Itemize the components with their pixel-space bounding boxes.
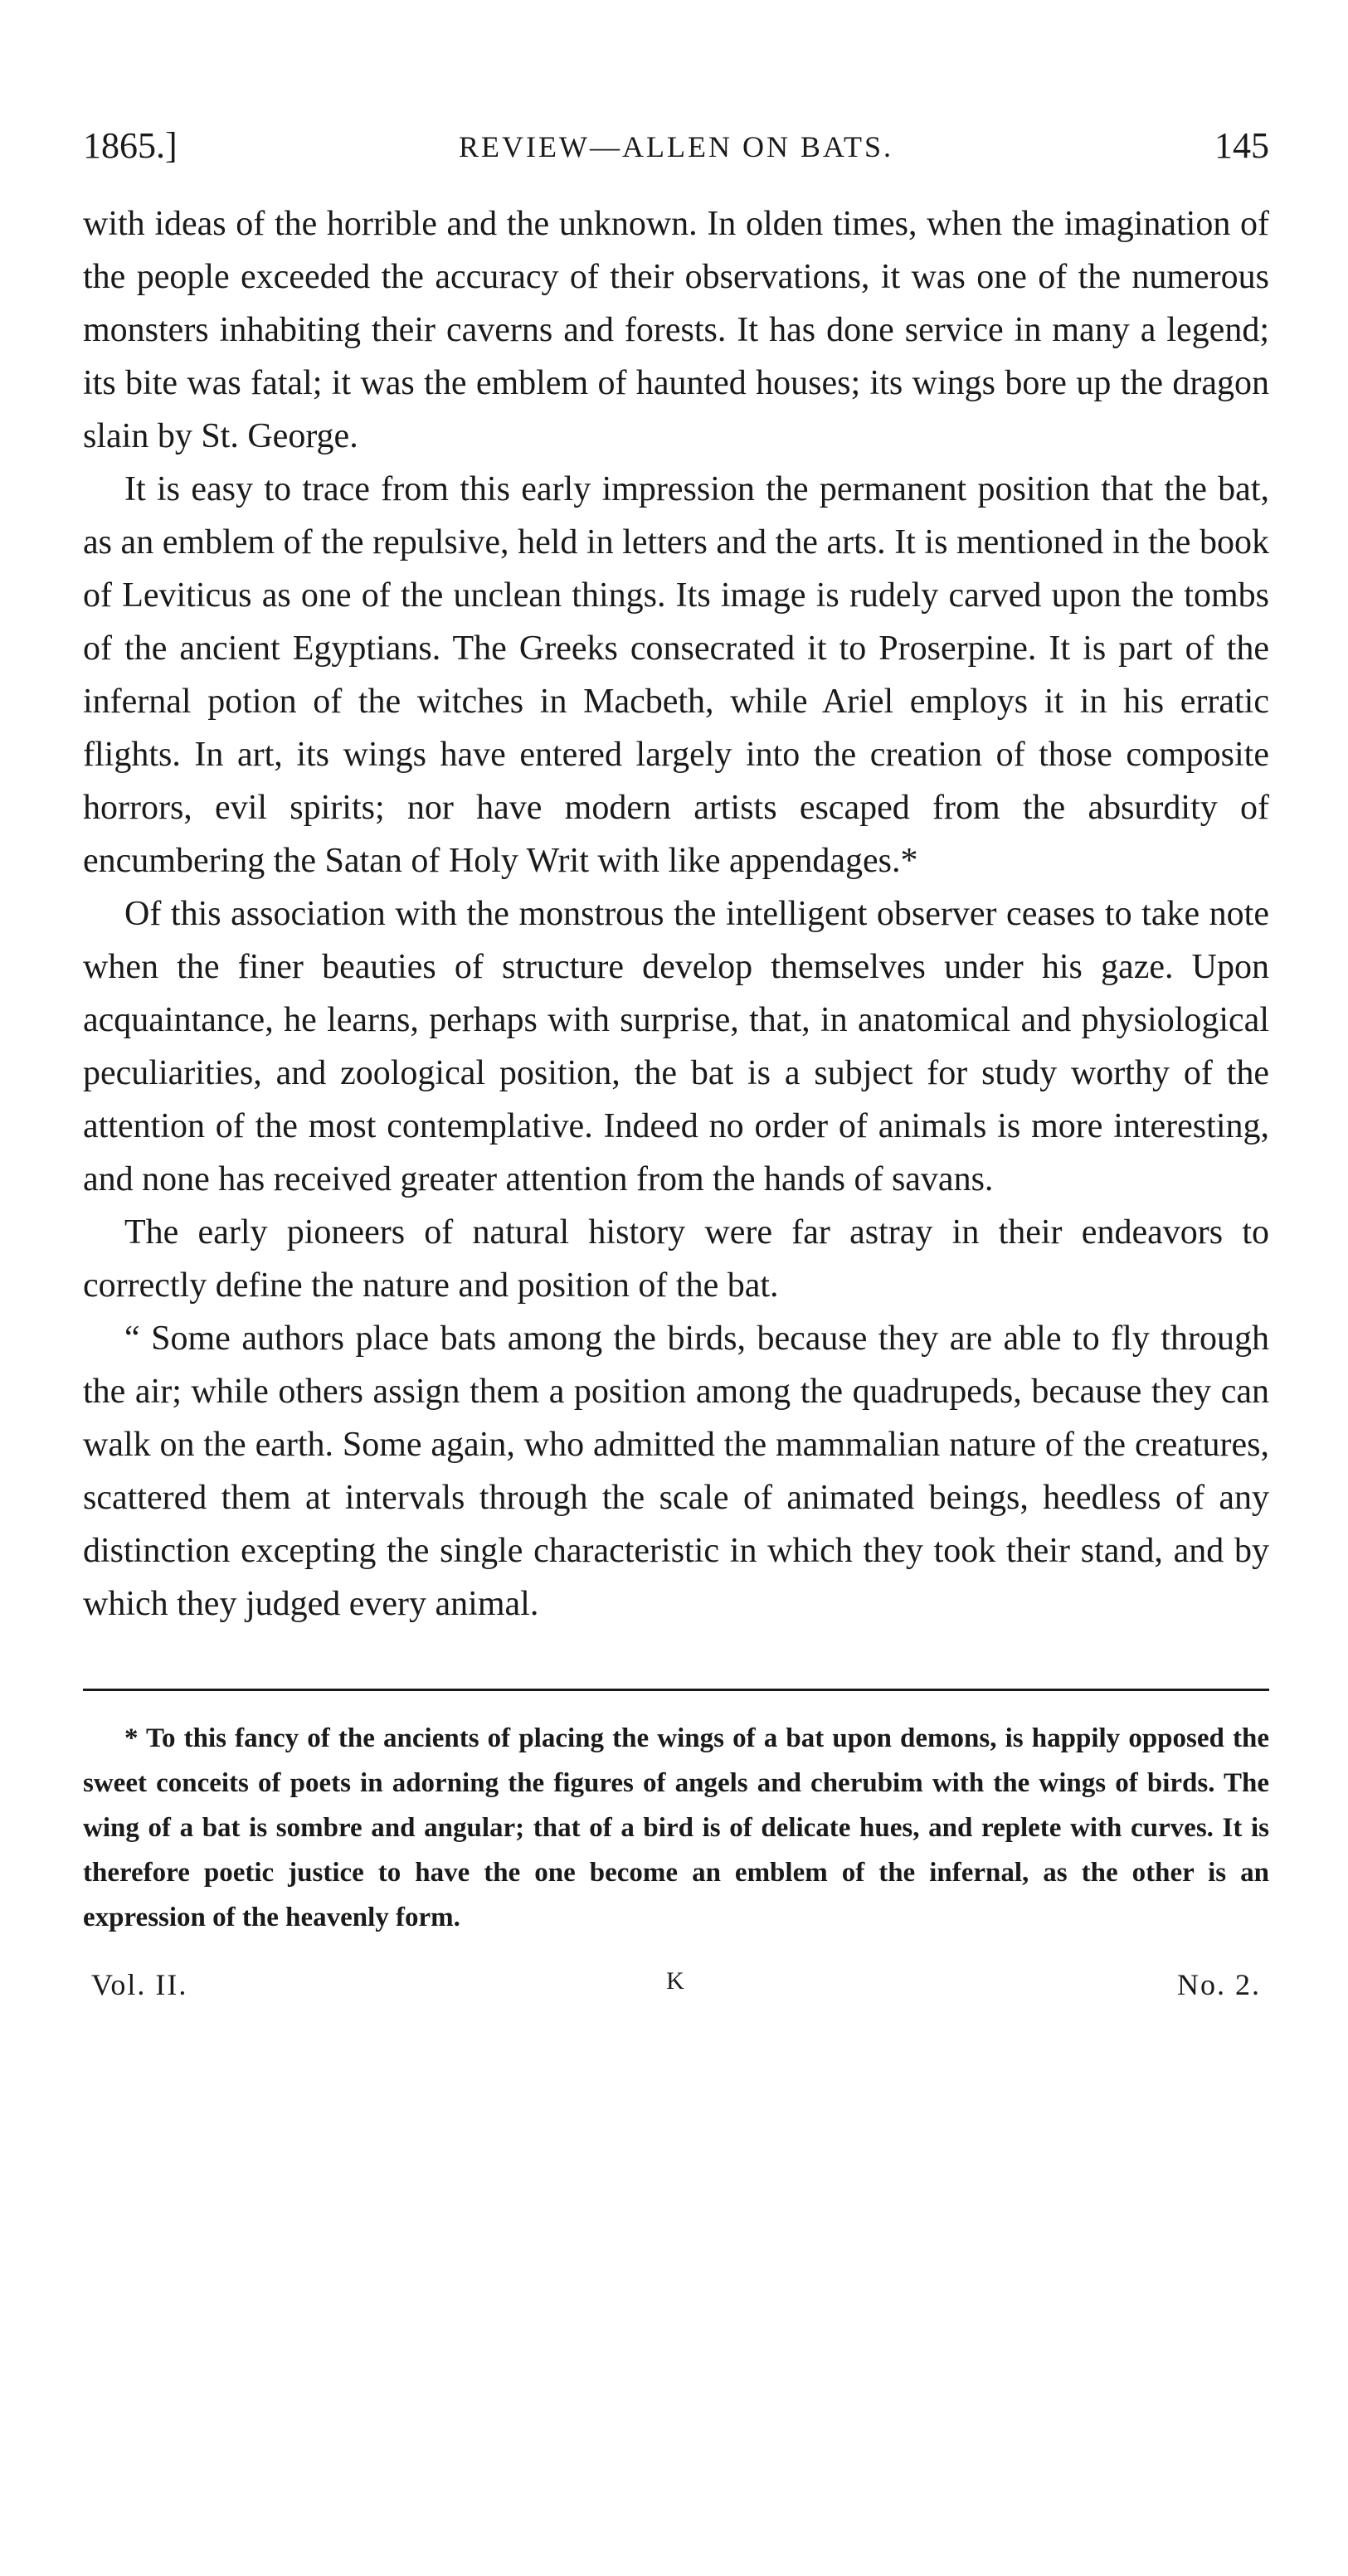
volume-label: Vol. II. — [91, 1968, 188, 2001]
running-head — [83, 124, 1269, 182]
paragraph-5-quotation: “ Some authors place bats among the birds, because they are able to fly through the air; while others assign them a position among the quadrupeds, because they can walk on the earth. Some again, who admitted the mammalian nature of the creatures, scattered them at intervals through the scale of animated beings, heedless of any distinction excepting the single characteristic in which they took their stand, and by which they judged every animal. — [83, 1320, 1269, 1623]
page — [83, 124, 1269, 2014]
running-head-title: REVIEW—ALLEN ON BATS. — [459, 130, 893, 163]
paragraph-1: with ideas of the horrible and the unknown. In olden times, when the imagination of the people exceeded the accuracy of their observations, it was one of the numerous monsters inhabiting their caverns and forests. It has done service in many a legend; its bite was fatal; it was the emblem of haunted houses; its wings bore up the dragon slain by St. George. — [83, 205, 1269, 455]
issue-number: No. 2. — [1177, 1968, 1261, 2001]
paragraph-2: It is easy to trace from this early impression the permanent position that the bat, as an emblem of the repulsive, held in letters and the arts. It is mentioned in the book of Leviticus as one of the unclean things. Its image is rudely carved upon the tombs of the ancient Egyptians. The Greeks consecrated it to Proserpine. It is part of the infernal potion of the witches in Macbeth, while Ariel employs it in his erratic flights. In art, its wings have entered largely into the creation of those composite horrors, evil spirits; nor have modern artists escaped from the absurdity of encumbering the Satan of Holy Writ with like appendages.* — [83, 470, 1269, 880]
signature-mark: K — [666, 1967, 686, 1995]
running-head-year: 1865.] — [83, 125, 178, 166]
signature-line — [83, 1967, 1269, 2014]
body-text — [83, 197, 1269, 1631]
paragraph-3: Of this association with the monstrous the intelligent observer ceases to take note when the finer beauties of structure develop themselves under his gaze. Upon acquaintance, he learns, perhaps with surprise, that, in anatomical and physiological peculiarities, and zoological position, the bat is a subject for study worthy of the attention of the most contemplative. Indeed no order of animals is more interesting, and none has received greater attention from the hands of savans. — [83, 895, 1269, 1198]
paragraph-4: The early pioneers of natural history were far astray in their endeavors to correctly define the nature and position of the bat. — [83, 1213, 1269, 1305]
footnote: * To this fancy of the ancients of placing the wings of a bat upon demons, is happily opposed the sweet conceits of poets in adorning the figures of angels and cherubim with the wings of birds. The wing of a bat is sombre and angular; that of a bird is of delicate hues, and replete with curves. It is therefore poetic justice to have the one become an emblem of the infernal, as the other is an expression of the heavenly form. — [83, 1723, 1269, 1932]
page-number: 145 — [1214, 125, 1269, 166]
footnote-rule — [83, 1689, 1269, 1691]
